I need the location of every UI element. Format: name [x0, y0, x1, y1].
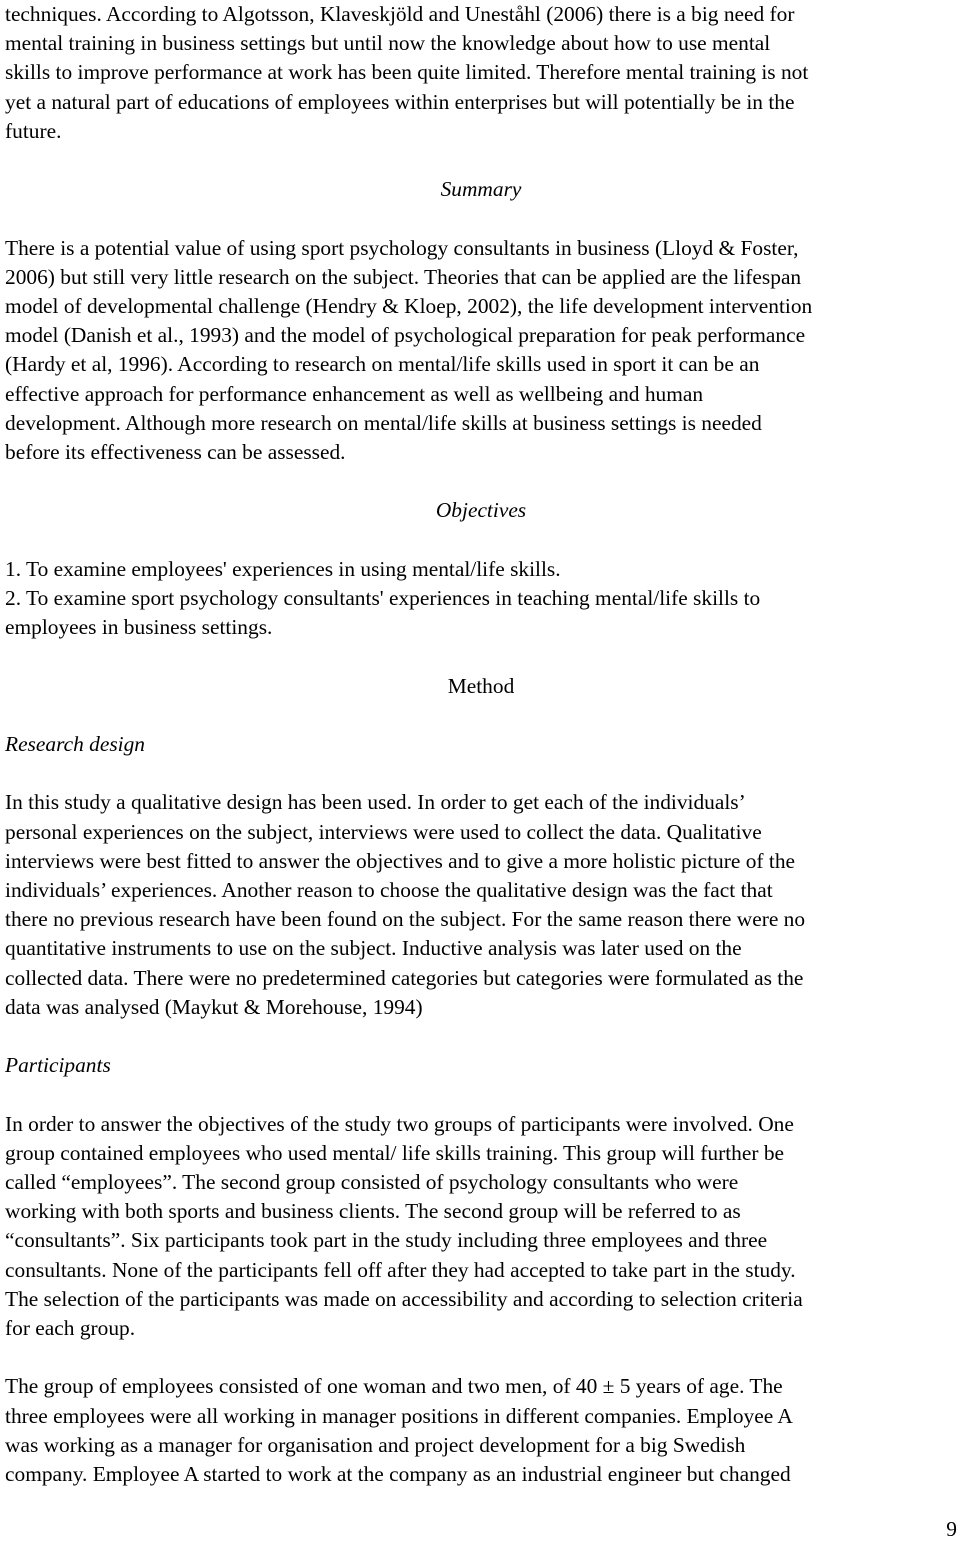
spacer [5, 204, 957, 233]
participants-heading: Participants [5, 1053, 111, 1078]
spacer [5, 642, 957, 671]
spacer [5, 1080, 957, 1109]
spacer [5, 467, 957, 496]
spacer [5, 1022, 957, 1051]
summary-paragraph: There is a potential value of using sport psychology consultants in business (Lloyd & Foster, 2006) but still very little research on the subject. Theories that can be applied are the lifespan model of developmental challenge (Hendry & Kloep, 2002), the life development intervention model (Danish et al., 1993) and the model of psychological preparation for peak performance (Hardy et al, 1996). According to research on mental/life skills used in sport it can be an effective approach for performance enhancement as well as wellbeing and human development. Although more research on mental/life skills at business settings is needed before its effectiveness can be assessed. [5, 235, 813, 465]
spacer [5, 1343, 957, 1372]
intro-paragraph: techniques. According to Algotsson, Klaveskjöld and Uneståhl (2006) there is a big need for mental training in business settings but until now the knowledge about how to use mental skills to improve performance at work has been quite limited. Therefore mental training is not yet a natural part of educations of employees within enterprises but will potentially be in the future. [5, 2, 809, 143]
objectives-heading: Objectives [435, 498, 527, 523]
spacer [5, 146, 957, 175]
page-number: 9 [946, 1517, 957, 1541]
research-design-paragraph: In this study a qualitative design has been used. In order to get each of the individuals’ personal experiences on the subject, interviews were used to collect the data. Qualitative interviews were best fitted to answer the objectives and to give a more holistic picture of the individuals’ experiences. Another reason to choose the qualitative design was the fact that there no previous research have been found on the subject. For the same reason there were no quantitative instruments to use on the subject. Inductive analysis was later used on the collected data. There were no predetermined categories but categories were formulated as the data was analysed (Maykut & Morehouse, 1994) [5, 790, 806, 1019]
research-design-heading: Research design [5, 731, 145, 756]
objective-item-1: 1. To examine employees' experiences in using mental/life skills. [5, 556, 561, 581]
spacer [5, 701, 957, 730]
document-page [5, 0, 957, 1489]
participants-paragraph-1: In order to answer the objectives of the study two groups of participants were involved. One group contained employees who used mental/ life skills training. This group will further be called “employees”. The second group consisted of psychology consultants who were working with both sports and business clients. The second group will be referred to as “consultants”. Six participants took part in the study including three employees and three consultants. None of the participants fell off after they had accepted to take part in the study. The selection of the participants was made on accessibility and according to selection criteria for each group. [5, 1111, 803, 1340]
summary-heading: Summary [440, 177, 522, 202]
objective-item-2: 2. To examine sport psychology consultants' experiences in teaching mental/life skills to employees in business settings. [5, 586, 761, 640]
spacer [5, 759, 957, 788]
spacer [5, 526, 957, 555]
method-heading: Method [447, 673, 515, 698]
participants-paragraph-2: The group of employees consisted of one woman and two men, of 40 ± 5 years of age. The three employees were all working in manager positions in different companies. Employee A was working as a manager for organisation and project development for a big Swedish company. Employee A started to work at the company as an industrial engineer but changed [5, 1374, 793, 1486]
